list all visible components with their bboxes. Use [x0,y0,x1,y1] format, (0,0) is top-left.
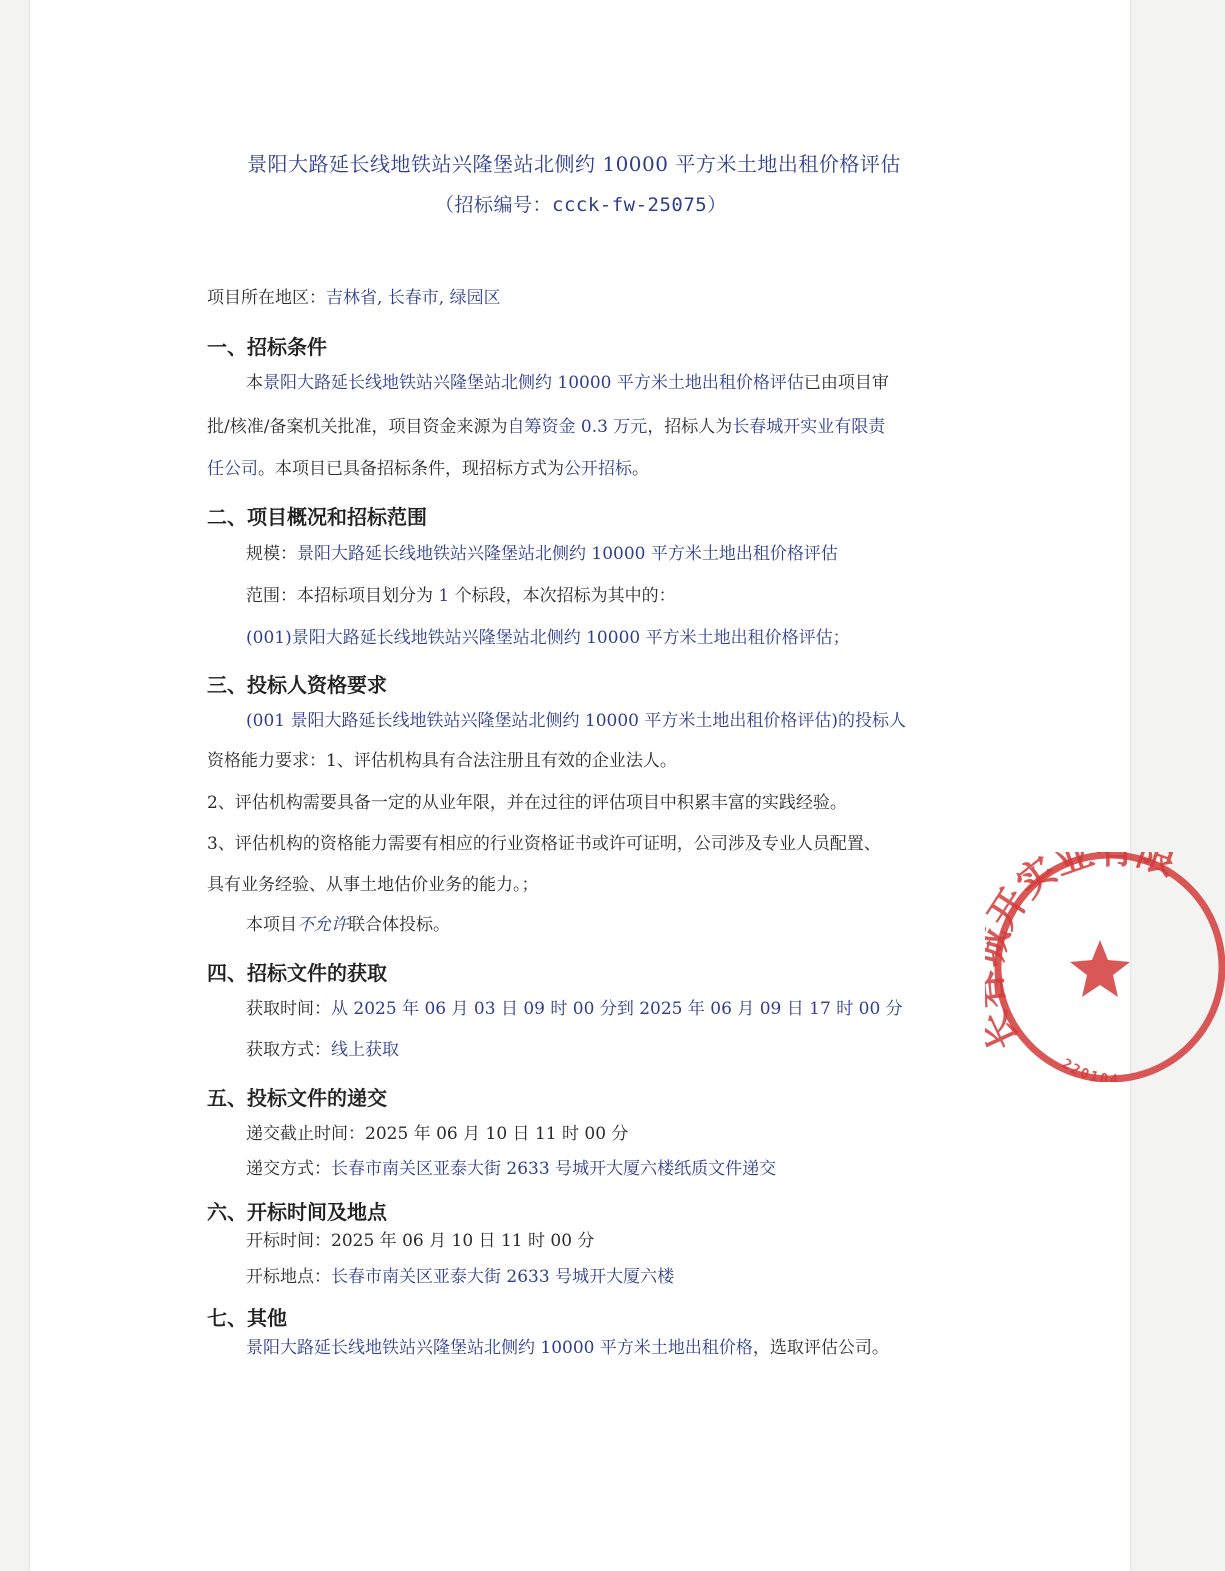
s2-scope [246,588,676,605]
s1-tenderer: 长春城开实业有限责 [732,417,886,437]
section-heading-5: 五、投标文件的递交 [207,1086,387,1110]
project-location [207,290,501,307]
s4-time-label: 获取时间： [246,999,331,1019]
s2-lot-count: 1 [438,586,450,606]
s4-method [246,1042,399,1059]
s2-text: 个标段，本次招标为其中的： [454,586,676,606]
seal-graphic [985,852,1225,1082]
s1-line-1 [246,375,889,392]
location-label: 项目所在地区： [207,288,326,308]
s5-method [246,1161,776,1178]
document-title: 景阳大路延长线地铁站兴隆堡站北侧约 10000 平方米土地出租价格评估 [247,152,901,176]
s5-deadline: 递交截止时间：2025 年 06 月 10 日 11 时 00 分 [246,1124,629,1144]
s4-time [246,1001,903,1018]
tender-number: （招标编号：ccck-fw-25075） [435,194,727,216]
s7-remark: ，选取评估公司。 [752,1338,889,1358]
section-heading-2: 二、项目概况和招标范围 [207,505,427,529]
s1-project-name: 景阳大路延长线地铁站兴隆堡站北侧约 10000 平方米土地出租价格评估 [263,373,804,393]
s3-line-3: 2、评估机构需要具备一定的从业年限，并在过往的评估项目中积累丰富的实践经验。 [207,793,847,813]
s3-line-6 [246,917,450,934]
s5-method-value: 长春市南关区亚泰大街 2633 号城开大厦六楼纸质文件递交 [331,1159,777,1179]
section-heading-4: 四、招标文件的获取 [207,961,387,985]
s2-scale [246,546,838,563]
s2-text: 范围：本招标项目划分为 [246,586,433,606]
s4-method-label: 获取方式： [246,1040,331,1060]
s2-lot: (001)景阳大路延长线地铁站兴隆堡站北侧约 10000 平方米土地出租价格评估； [246,628,850,648]
s1-line-2 [207,419,885,436]
seal-code: 220104 [1058,1056,1121,1082]
s3-line-4: 3、评估机构的资格能力需要有相应的行业资格证书或许可证明，公司涉及专业人员配置、 [207,834,881,854]
s1-tender-method: 公开招标 [564,459,632,479]
s4-method-value: 线上获取 [331,1040,399,1060]
s1-text: 批/核准/备案机关批准，项目资金来源为 [207,417,508,437]
s1-tenderer: 任公司 [207,459,258,479]
s1-text: ，招标人为 [647,417,733,437]
s3-not-allowed: 不允许 [297,915,348,935]
s6-place-label: 开标地点： [246,1267,331,1287]
s1-text: 。 [632,459,649,479]
s2-scale-value: 景阳大路延长线地铁站兴隆堡站北侧约 10000 平方米土地出租价格评估 [297,544,838,564]
s3-text: 本项目 [246,915,297,935]
s2-scale-label: 规模： [246,544,297,564]
s1-fund-source: 自筹资金 0.3 万元 [507,417,648,437]
location-value: 吉林省, 长春市, 绿园区 [326,288,501,308]
document-page [30,0,1130,1571]
seal-star-icon [1070,940,1130,997]
s3-lot: (001 景阳大路延长线地铁站兴隆堡站北侧约 10000 平方米土地出租价格评估) [246,711,839,731]
s3-line-1 [246,713,906,730]
s6-place-value: 长春市南关区亚泰大街 2633 号城开大厦六楼 [331,1267,675,1287]
s6-time: 开标时间：2025 年 06 月 10 日 11 时 00 分 [246,1231,595,1251]
company-seal [985,852,1183,1082]
s7-text [246,1340,889,1357]
section-heading-7: 七、其他 [207,1306,287,1330]
s5-method-label: 递交方式： [246,1159,331,1179]
s3-text: 联合体投标。 [348,915,450,935]
s7-project: 景阳大路延长线地铁站兴隆堡站北侧约 10000 平方米土地出租价格 [246,1338,753,1358]
s3-line-2: 资格能力要求：1、评估机构具有合法注册且有效的企业法人。 [207,751,677,771]
section-heading-3: 三、投标人资格要求 [207,673,387,697]
s1-text: 本 [246,373,263,393]
s1-line-3 [207,461,649,478]
seal-text: 实业 限 [1007,852,1183,907]
s3-line-5: 具有业务经验、从事土地估价业务的能力。； [207,875,539,895]
section-heading-6: 六、开标时间及地点 [207,1200,387,1224]
s1-text: 已由项目审 [803,373,889,393]
s6-place [246,1269,674,1286]
s4-time-value: 从 2025 年 06 月 03 日 09 时 00 分到 2025 年 06 月 09 日 17 时 00 分 [331,999,903,1019]
section-heading-1: 一、招标条件 [207,335,327,359]
s1-text: 。本项目已具备招标条件，现招标方式为 [258,459,564,479]
s3-text: 的投标人 [838,711,907,731]
